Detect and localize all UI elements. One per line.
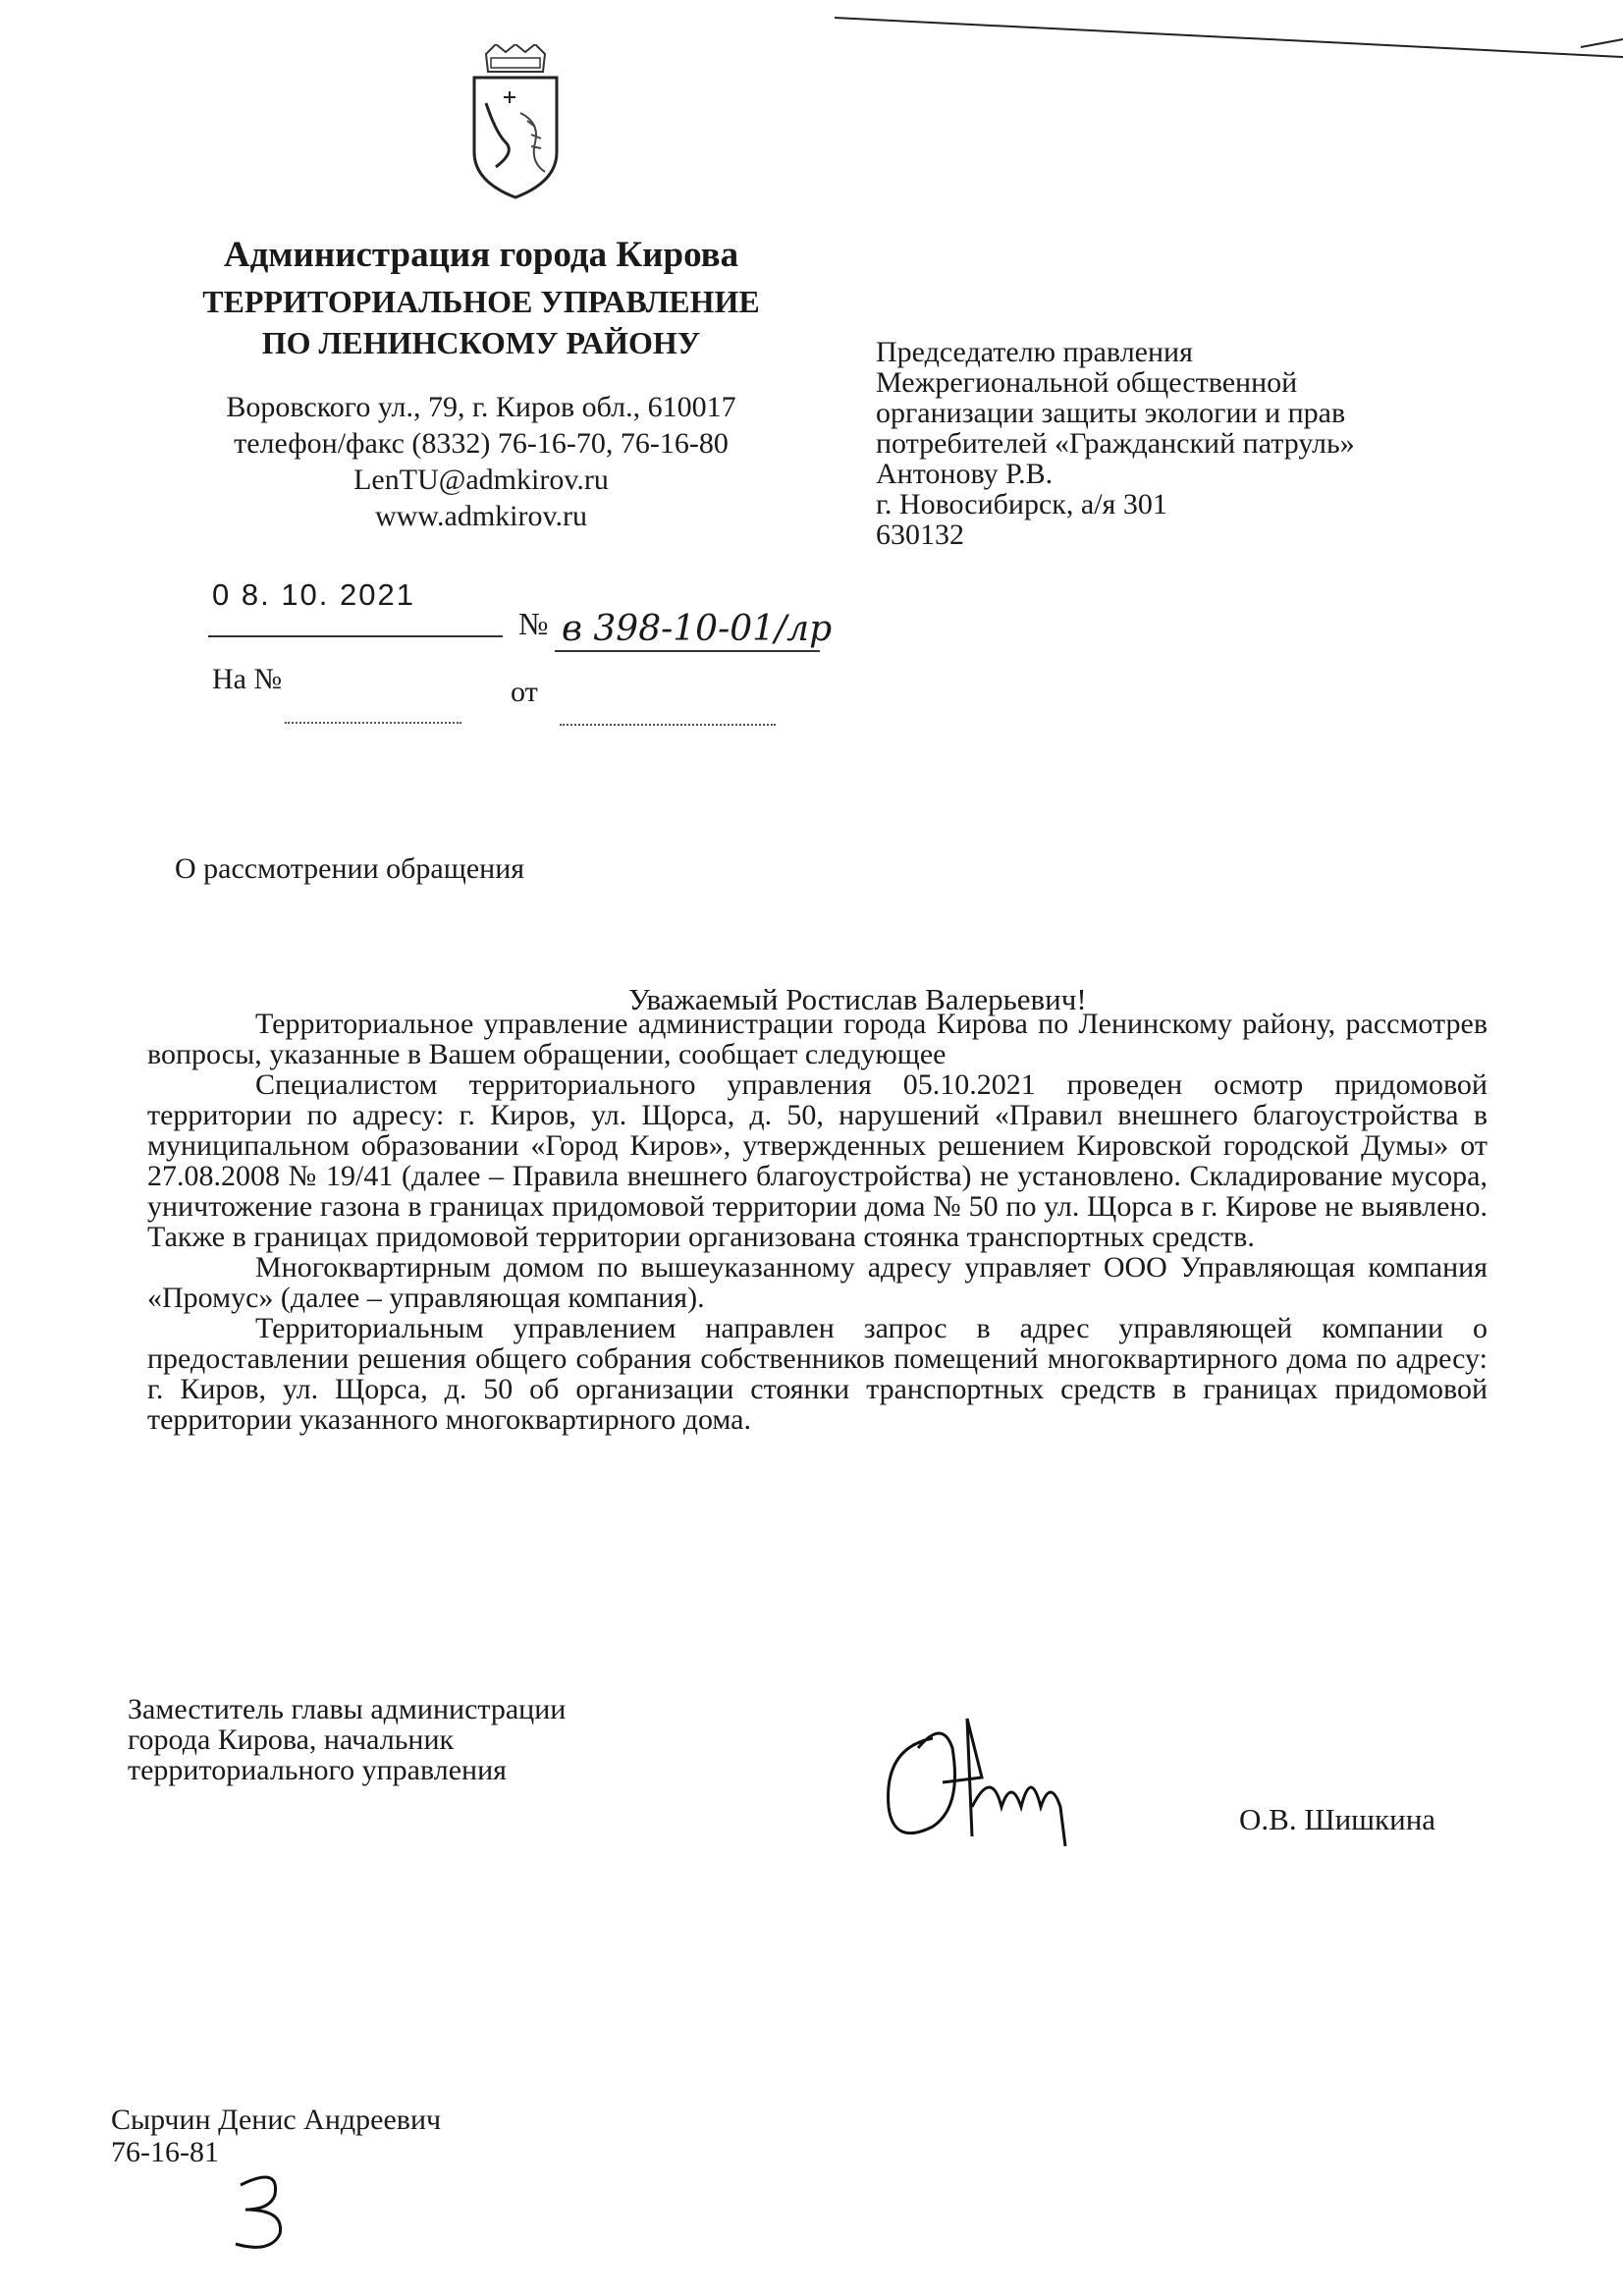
recipient-line: организации защиты экологии и прав: [876, 397, 1346, 429]
executor-initial-signature: [221, 2165, 309, 2254]
org-title: Администрация города Кирова: [223, 235, 739, 275]
salutation: Уважаемый Ростислав Валерьевич!: [628, 982, 1087, 1016]
registration-number: в 398-10-01/лр: [562, 609, 833, 649]
position-line-1: Заместитель главы администрации: [128, 1693, 567, 1725]
executor-name: Сырчин Денис Андреевич: [111, 2104, 442, 2136]
recipient-line: Председателю правления: [876, 336, 1193, 368]
recipient-line: Антонову Р.В.: [876, 458, 1054, 490]
website: www.admkirov.ru: [374, 500, 588, 532]
signatory-position: [128, 1694, 566, 1785]
signatory-name: О.В. Шишкина: [1239, 1802, 1436, 1836]
address: Воровского ул., 79, г. Киров обл., 610017: [226, 391, 736, 423]
date-underline: [208, 635, 503, 637]
department-title: [137, 281, 825, 363]
handwritten-signature: [874, 1709, 1168, 1856]
reference-date-blank: [560, 724, 776, 726]
recipient-line: г. Новосибирск, а/я 301: [876, 488, 1167, 520]
executor-phone: 76-16-81: [111, 2136, 219, 2168]
recipient-line: Межрегиональной общественной: [876, 366, 1298, 399]
email: LenTU@admkirov.ru: [353, 464, 609, 496]
reference-number-label: На №: [212, 663, 283, 695]
phone-fax: телефон/факс (8332) 76-16-70, 76-16-80: [234, 427, 729, 460]
reference-number-blank: [285, 722, 461, 724]
recipient-line: потребителей «Гражданский патруль»: [876, 427, 1355, 460]
registration-date: 0 8. 10. 2021: [212, 577, 415, 612]
number-underline: [555, 650, 820, 652]
subject: О рассмотрении обращения: [175, 852, 525, 885]
position-line-2: города Кирова, начальник: [128, 1723, 455, 1756]
reference-date-label: от: [511, 676, 538, 708]
recipient-line: 630132: [876, 519, 964, 551]
executor-block: [111, 2104, 441, 2168]
contact-block: [137, 389, 825, 534]
number-sign: №: [518, 606, 549, 641]
paragraph-2: Специалистом территориального управления 05.10.2021 проведен осмотр придомовой территории по адресу: г. Киров, ул. Щорса, д. 50, нарушений «Правил внешнего благоустройства в муниципальном образовании «Город Киров», утвержденных решением Кировской городской Думы» от 27.08.2008 № 19/41 (далее – Правила внешнего благоустройства) не установлено. Складирование мусора, уничтожение газона в границах придомовой территории дома № 50 по ул. Щорса в г. Кирове не выявлено. Также в границах придомовой территории организована стоянка транспортных средств.: [147, 1068, 1488, 1253]
department-line-1: ТЕРРИТОРИАЛЬНОЕ УПРАВЛЕНИЕ: [202, 284, 760, 319]
paragraph-4: Территориальным управлением направлен запрос в адрес управляющей компании о предоставлении решения общего собрания собственников помещений многоквартирного дома по адресу: г. Киров, ул. Щорса, д. 50 об организации стоянки транспортных средств в границах придомовой территории указанного многоквартирного дома.: [147, 1312, 1488, 1436]
paragraph-1: Территориальное управление администрации города Кирова по Ленинскому району, рассмотрев вопросы, указанные в Вашем обращении, сообщает следующее: [147, 1008, 1488, 1070]
letter-body: [147, 1009, 1488, 1435]
scan-line-decoration: [835, 0, 1623, 88]
department-line-2: ПО ЛЕНИНСКОМУ РАЙОНУ: [261, 325, 701, 360]
paragraph-3: Многоквартирным домом по вышеуказанному адресу управляет ООО Управляющая компания «Промус» (далее – управляющая компания).: [147, 1251, 1488, 1314]
coat-of-arms-icon: [466, 44, 565, 201]
position-line-3: территориального управления: [128, 1754, 507, 1786]
recipient-block: [876, 337, 1355, 550]
